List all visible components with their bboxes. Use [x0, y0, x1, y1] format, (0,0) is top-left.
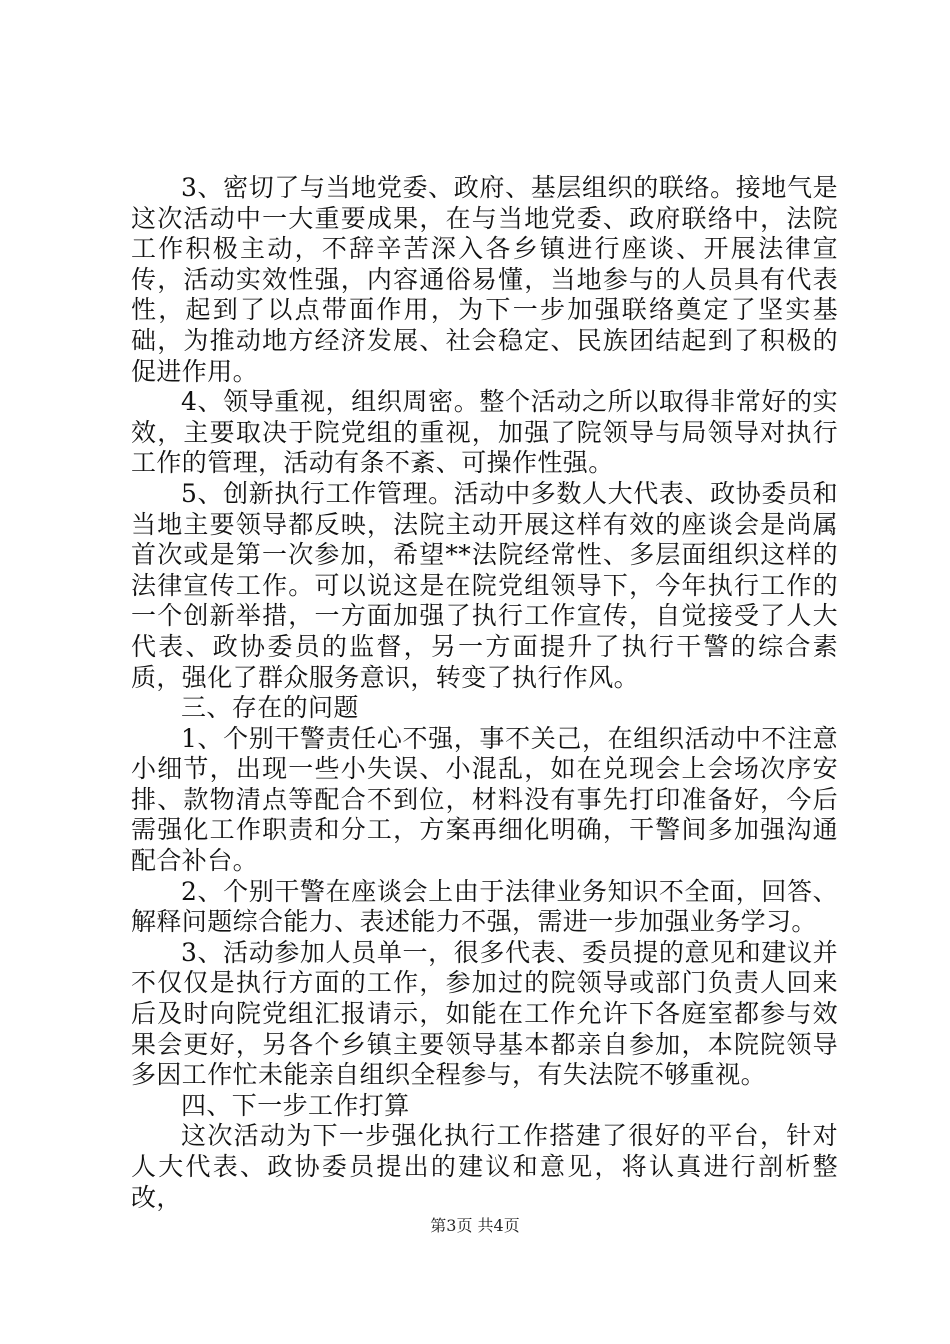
- section-heading-problems: 三、存在的问题: [181, 693, 359, 723]
- paragraph-problem-2: 2、个别干警在座谈会上由于法律业务知识不全面，回答、解释问题综合能力、表述能力不强，需进一步加强业务学习。: [131, 876, 838, 937]
- paragraph-problem-3: 3、活动参加人员单一，很多代表、委员提的意见和建议并不仅仅是执行方面的工作，参加过的院领导或部门负责人回来后及时向院党组汇报请示，如能在工作允许下各庭室都参与效果会更好，另各个乡镇主要领导基本都亲自参加，本院院领导多因工作忙未能亲自组织全程参与，有失法院不够重视。: [131, 937, 838, 1090]
- paragraph-next-steps: 这次活动为下一步强化执行工作搭建了很好的平台，针对人大代表、政协委员提出的建议和意见，将认真进行剖析整改，: [131, 1121, 838, 1212]
- paragraph-point-3-liaison: 3、密切了与当地党委、政府、基层组织的联络。接地气是这次活动中一大重要成果，在与当地党委、政府联络中，法院工作积极主动，不辞辛苦深入各乡镇进行座谈、开展法律宣传，活动实效性强，内容通俗易懂，当地参与的人员具有代表性，起到了以点带面作用，为下一步加强联络奠定了坚实基础，为推动地方经济发展、社会稳定、民族团结起到了积极的促进作用。: [131, 173, 838, 386]
- paragraph-point-5-innovation: 5、创新执行工作管理。活动中多数人大代表、政协委员和当地主要领导都反映，法院主动开展这样有效的座谈会是尚属首次或是第一次参加，希望**法院经常性、多层面组织这样的法律宣传工作。可以说这是在院党组领导下，今年执行工作的一个创新举措，一方面加强了执行工作宣传，自觉接受了人大代表、政协委员的监督，另一方面提升了执行干警的综合素质，强化了群众服务意识，转变了执行作风。: [131, 478, 838, 692]
- paragraph-point-4-leadership: 4、领导重视，组织周密。整个活动之所以取得非常好的实效，主要取决于院党组的重视，加强了院领导与局领导对执行工作的管理，活动有条不紊、可操作性强。: [131, 387, 838, 478]
- page-footer: 第3页 共4页: [430, 1216, 520, 1235]
- paragraph-problem-1: 1、个别干警责任心不强，事不关己，在组织活动中不注意小细节，出现一些小失误、小混乱，如在兑现会上会场次序安排、款物清点等配合不到位，材料没有事先打印准备好，今后需强化工作职责和分工，方案再细化明确，干警间多加强沟通配合补台。: [131, 723, 838, 876]
- document-body: [131, 173, 838, 1213]
- section-heading-next-steps: 四、下一步工作打算: [181, 1090, 410, 1120]
